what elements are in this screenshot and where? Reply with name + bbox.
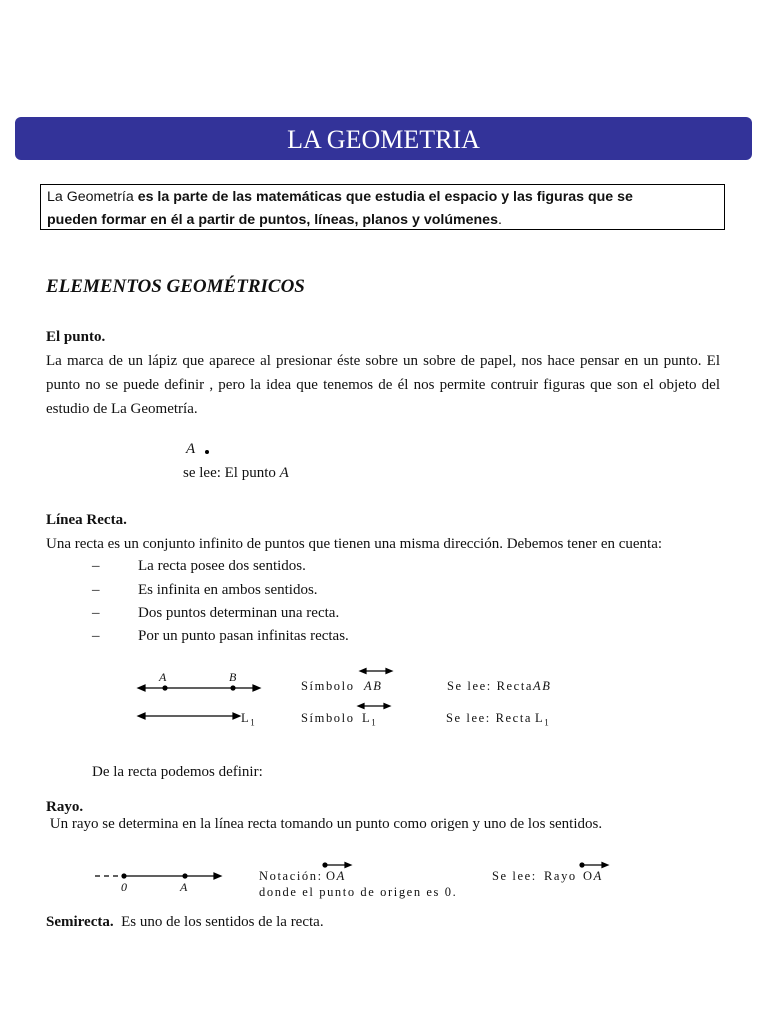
ray-point-a-dot	[183, 874, 187, 878]
notation-oa: OA	[326, 869, 346, 883]
list-bullet: –	[92, 558, 100, 574]
arrow-left-icon	[138, 685, 145, 691]
point-a-label: A	[159, 670, 167, 684]
list-item: Es infinita en ambos sentidos.	[138, 582, 318, 598]
rayo-heading: Rayo.	[46, 799, 84, 815]
symbol-l1: $L_1$	[362, 711, 378, 728]
semirecta-heading: Semirecta.	[46, 914, 114, 930]
symbol-ab: AB	[364, 679, 383, 693]
definition-term: La Geometría	[47, 189, 134, 205]
list-bullet: –	[92, 582, 100, 598]
punto-text: La marca de un lápiz que aparece al presionar éste sobre un sobre de papel, nos hace pensar en un punto. El punto no se puede definir , pero la idea que tenemos de él nos permite contruir figuras que son el objeto del estudio de La Geometría.	[46, 353, 720, 417]
recta-text: Una recta es un conjunto infinito de puntos que tienen una misma dirección. Debemos tener en cuenta:	[46, 536, 663, 552]
list-bullet: –	[92, 605, 100, 621]
rayo-word: Rayo	[544, 869, 577, 883]
section-heading: ELEMENTOS GEOMÉTRICOS	[46, 276, 305, 297]
list-item: Por un punto pasan infinitas rectas.	[138, 628, 349, 644]
ray-point-a-label: A	[180, 880, 188, 894]
recta-heading: Línea Recta.	[46, 512, 127, 528]
read-ab: AB	[533, 679, 552, 693]
list-item: Dos puntos determinan una recta.	[138, 605, 340, 621]
ray-origin-label: 0	[121, 880, 127, 894]
arrow-right-icon	[602, 863, 608, 868]
definition-text-line2: pueden formar en él a partir de puntos, líneas, planos y volúmenes	[47, 212, 498, 228]
se-lee-recta-label: Se lee: Recta	[446, 711, 533, 725]
arrow-left-icon	[358, 704, 364, 709]
arrow-right-icon	[253, 685, 260, 691]
arrow-left-icon	[138, 713, 145, 719]
punto-reads: se lee: El punto A	[183, 465, 289, 481]
arrow-right-icon	[214, 873, 221, 879]
semirecta-text: Es uno de los sentidos de la recta.	[113, 914, 324, 930]
rayo-text: Un rayo se determina en la línea recta tomando un punto como origen y uno de los sentidos.	[46, 816, 603, 832]
ray-origin-dot	[122, 874, 126, 878]
arrow-right-icon	[384, 704, 390, 709]
simbolo-label: Símbolo	[301, 679, 355, 693]
arrow-right-icon	[233, 713, 240, 719]
read-l1: $L_1$	[535, 711, 551, 728]
simbolo-label: Símbolo	[301, 711, 355, 725]
definition-text-line1: es la parte de las matemáticas que estudia el espacio y las figuras que se	[133, 189, 633, 205]
read-oa: OA	[583, 869, 603, 883]
se-lee-rayo-label: Se lee:	[492, 869, 537, 883]
point-b-dot	[231, 686, 235, 690]
definition-period: .	[497, 212, 502, 228]
page-title: LA GEOMETRIA	[287, 125, 480, 154]
list-item: La recta posee dos sentidos.	[138, 558, 306, 574]
punto-label: A	[186, 441, 196, 457]
arrow-left-icon	[360, 669, 366, 674]
list-bullet: –	[92, 628, 100, 644]
arrow-right-icon	[345, 863, 351, 868]
point-a-dot	[163, 686, 167, 690]
notacion-label: Notación:	[259, 869, 323, 883]
punto-heading: El punto.	[46, 329, 106, 345]
line-l1-label: $L_1$	[241, 711, 257, 728]
se-lee-recta-label: Se lee: Recta	[447, 679, 534, 693]
definir-text: De la recta podemos definir:	[92, 764, 263, 780]
arrow-right-icon	[386, 669, 392, 674]
semirecta-line	[46, 914, 324, 931]
point-b-label: B	[229, 670, 237, 684]
origin-text: donde el punto de origen es 0.	[259, 885, 458, 899]
